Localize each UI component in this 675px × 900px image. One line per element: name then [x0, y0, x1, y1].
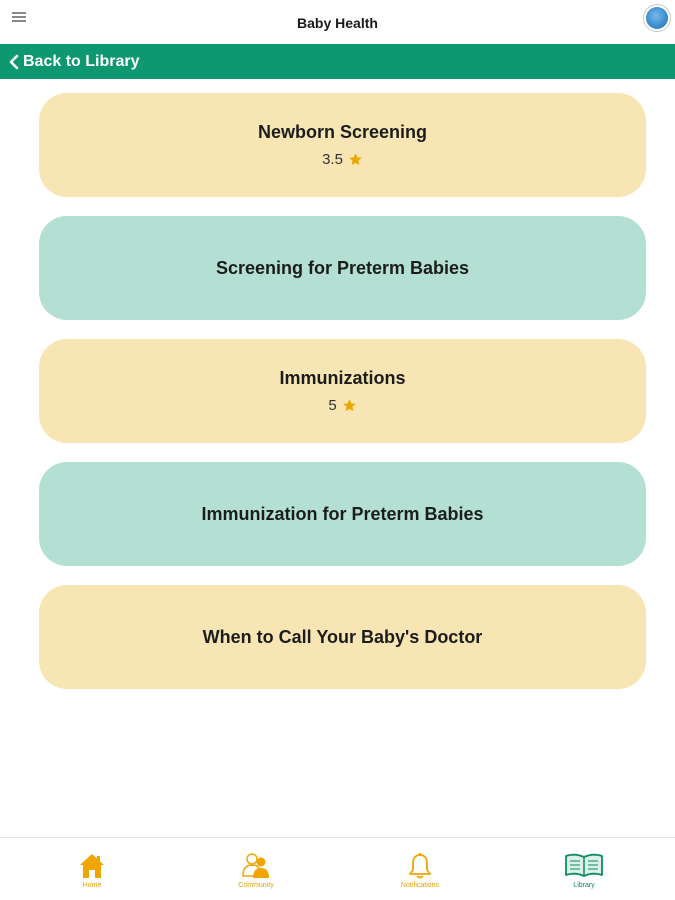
library-card-newborn-screening[interactable] — [39, 93, 646, 197]
library-card-immunization-preterm[interactable] — [39, 462, 646, 566]
tab-label: Home — [82, 882, 102, 889]
top-bar — [0, 0, 675, 45]
card-title: Immunization for Preterm Babies — [201, 503, 484, 524]
star-icon — [342, 398, 357, 413]
tab-library[interactable] — [534, 838, 634, 900]
back-to-library-button[interactable] — [0, 44, 675, 79]
tab-notifications[interactable] — [370, 838, 470, 900]
back-label: Back to Library — [23, 52, 140, 70]
rating — [322, 151, 363, 168]
tab-community[interactable] — [206, 838, 306, 900]
globe-avatar-icon[interactable] — [643, 4, 671, 32]
book-icon — [564, 852, 604, 880]
tab-label: Community — [238, 882, 274, 889]
card-title: Immunizations — [279, 368, 406, 388]
app-title: Baby Health — [297, 15, 378, 31]
chevron-left-icon — [8, 54, 20, 70]
rating-value: 5 — [328, 397, 337, 414]
tab-label: Notifications — [400, 882, 440, 889]
card-title: When to Call Your Baby's Doctor — [202, 626, 483, 647]
rating — [328, 397, 356, 414]
community-icon — [240, 852, 272, 880]
bottom-tab-bar — [0, 837, 675, 900]
library-card-screening-preterm[interactable] — [39, 216, 646, 320]
library-card-immunizations[interactable] — [39, 339, 646, 443]
tab-home[interactable] — [42, 838, 142, 900]
tab-label: Library — [573, 882, 595, 889]
star-icon — [348, 152, 363, 167]
library-card-when-to-call-doctor[interactable] — [39, 585, 646, 689]
home-icon — [79, 852, 105, 880]
card-title: Newborn Screening — [257, 122, 428, 142]
rating-value: 3.5 — [322, 151, 343, 168]
card-title: Screening for Preterm Babies — [215, 257, 470, 278]
bell-icon — [407, 852, 433, 880]
